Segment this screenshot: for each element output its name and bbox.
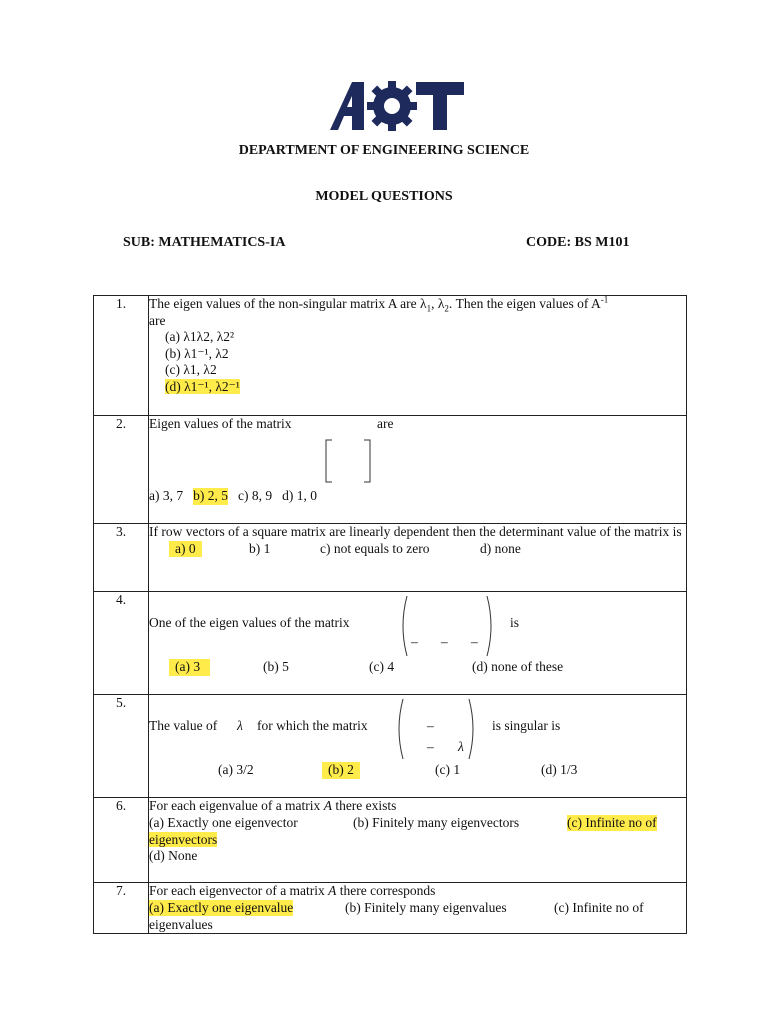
option-c[interactable]: c) 8, 9 bbox=[238, 488, 273, 503]
question-number: 1. bbox=[94, 296, 149, 416]
answer-highlight: (d) λ1⁻¹, λ2⁻¹ bbox=[165, 378, 240, 394]
question-text-end: is singular is bbox=[492, 718, 561, 733]
page-title: MODEL QUESTIONS bbox=[315, 189, 453, 204]
question-row bbox=[94, 798, 687, 883]
question-row bbox=[94, 296, 687, 416]
option-a[interactable]: (a) 3 bbox=[169, 659, 210, 676]
option-a[interactable]: (a) 3/2 bbox=[218, 762, 254, 777]
option-d[interactable]: (d) None bbox=[149, 848, 198, 863]
question-text-end: are bbox=[377, 416, 394, 431]
question-number: 6. bbox=[94, 798, 149, 883]
question-body bbox=[149, 524, 687, 592]
option-c[interactable]: c) not equals to zero bbox=[320, 540, 430, 556]
question-row bbox=[94, 416, 687, 524]
question-body bbox=[149, 798, 687, 883]
question-text: One of the eigen values of the matrix bbox=[149, 615, 350, 630]
matrix-minus: – bbox=[427, 718, 434, 733]
option-b[interactable]: b) 1 bbox=[249, 540, 271, 556]
option-b[interactable]: (b) λ1⁻¹, λ2 bbox=[165, 345, 229, 361]
aot-logo bbox=[330, 80, 465, 132]
option-b[interactable]: (b) Finitely many eigenvalues bbox=[345, 899, 507, 915]
question-number: 3. bbox=[94, 524, 149, 592]
option-c[interactable]: (c) Infinite no of bbox=[567, 814, 657, 830]
matrix-minus: – bbox=[411, 634, 418, 649]
option-b[interactable]: (b) 2 bbox=[322, 762, 360, 779]
question-number: 4. bbox=[94, 592, 149, 695]
option-d[interactable]: d) none bbox=[480, 540, 521, 556]
matrix-minus: – bbox=[427, 739, 434, 754]
question-text: The eigen values of the non-singular matrix A are $\lambda_1$, $\lambda_2$. Then the eigen values of $A^{-1}$ bbox=[149, 294, 609, 314]
option-c[interactable]: (c) λ1, λ2 bbox=[165, 362, 217, 377]
option-a[interactable]: (a) Exactly one eigenvector bbox=[149, 814, 298, 830]
option-d[interactable]: (d) 1/3 bbox=[541, 762, 578, 777]
question-text: Eigen values of the matrix bbox=[149, 416, 292, 431]
code-label: CODE: BS M101 bbox=[526, 235, 630, 250]
option-c[interactable]: (c) 1 bbox=[435, 762, 461, 777]
option-d[interactable]: (d) none of these bbox=[472, 659, 564, 674]
matrix-brackets bbox=[324, 438, 372, 484]
question-number: 5. bbox=[94, 695, 149, 798]
option-c-cont[interactable]: eigenvectors bbox=[149, 831, 218, 847]
question-body bbox=[149, 416, 687, 524]
question-body bbox=[149, 695, 687, 798]
question-text-cont: for which the matrix bbox=[257, 718, 368, 733]
option-c[interactable]: (c) Infinite no of bbox=[554, 899, 644, 915]
question-body bbox=[149, 592, 687, 695]
question-body bbox=[149, 883, 687, 934]
option-d[interactable] bbox=[149, 379, 686, 396]
question-text: For each eigenvector of a matrix A there corresponds bbox=[149, 883, 436, 898]
option-a[interactable]: a) 0 bbox=[169, 541, 202, 558]
department-heading: DEPARTMENT OF ENGINEERING SCIENCE bbox=[238, 143, 530, 158]
subject-label: SUB: MATHEMATICS-IA bbox=[123, 235, 286, 250]
question-number: 2. bbox=[94, 416, 149, 524]
question-number: 7. bbox=[94, 883, 149, 934]
question-text: If row vectors of a square matrix are linearly dependent then the determinant value of the matrix is bbox=[149, 524, 682, 539]
questions-table bbox=[93, 295, 687, 934]
option-b[interactable]: (b) 5 bbox=[263, 659, 289, 674]
option-b[interactable]: b) 2, 5 bbox=[193, 488, 228, 503]
lambda-symbol: λ bbox=[458, 739, 464, 754]
question-text-end: is bbox=[510, 615, 520, 630]
option-a[interactable]: (a) Exactly one eigenvalue bbox=[149, 899, 294, 915]
question-text: The value of bbox=[149, 718, 218, 733]
option-d[interactable]: d) 1, 0 bbox=[282, 488, 317, 503]
option-a[interactable]: (a) λ1λ2, λ2² bbox=[165, 329, 235, 344]
matrix-minus: – bbox=[471, 634, 478, 649]
question-body bbox=[149, 296, 687, 416]
question-row bbox=[94, 695, 687, 798]
question-text: For each eigenvalue of a matrix A there exists bbox=[149, 798, 397, 813]
option-b[interactable]: (b) Finitely many eigenvectors bbox=[353, 814, 520, 830]
matrix-parentheses bbox=[395, 697, 477, 761]
question-row bbox=[94, 883, 687, 934]
question-text-cont: are bbox=[149, 312, 166, 328]
lambda-symbol: λ bbox=[237, 718, 243, 733]
option-c[interactable]: (c) 4 bbox=[369, 659, 395, 674]
option-a[interactable]: a) 3, 7 bbox=[149, 488, 184, 503]
question-row bbox=[94, 592, 687, 695]
question-row bbox=[94, 524, 687, 592]
option-c-cont[interactable]: eigenvalues bbox=[149, 916, 213, 932]
matrix-minus: – bbox=[441, 634, 448, 649]
